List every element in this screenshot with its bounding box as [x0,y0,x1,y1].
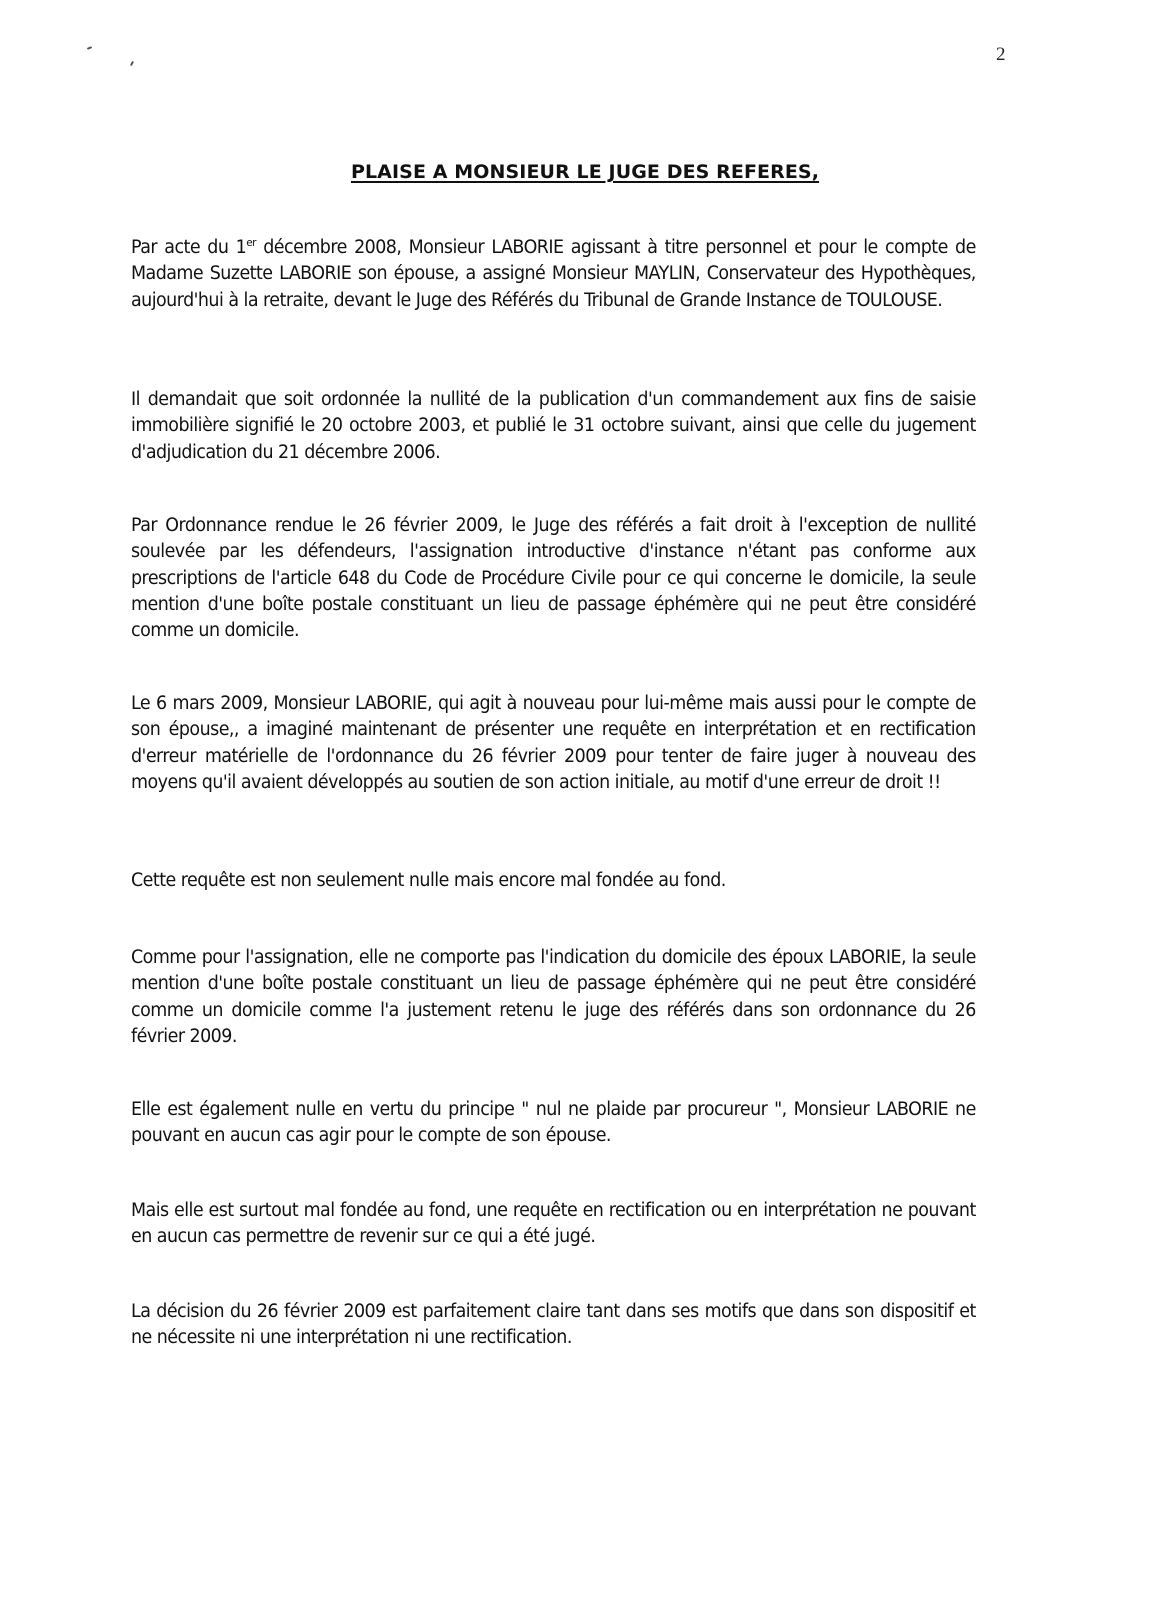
document-title-text: PLAISE A MONSIEUR LE JUGE DES REFERES, [350,161,820,183]
paragraph-4: Le 6 mars 2009, Monsieur LABORIE, qui agit à nouveau pour lui-même mais aussi pour le compte de son épouse,, a imaginé maintenant de présenter une requête en interprétation et en rectification d'erreur matérielle de l'ordonnance du 26 février 2009 pour tenter de faire juger à nouveau des moyens qu'il avaient développés au soutien de son action initiale, au motif d'une erreur de droit !! [131,693,976,793]
paragraph-1-prefix: Par acte du 1 [131,237,247,258]
paragraph-9: La décision du 26 février 2009 est parfaitement claire tant dans ses motifs que dans son dispositif et ne nécessite ni une interprétation ni une rectification. [131,1301,976,1349]
scan-speck [87,46,92,50]
page-number: 2 [996,44,1006,65]
paragraph-7: Elle est également nulle en vertu du principe " nul ne plaide par procureur ", Monsieur LABORIE ne pouvant en aucun cas agir pour le compte de son épouse. [131,1099,976,1147]
paragraph-2: Il demandait que soit ordonnée la nullité de la publication d'un commandement aux fins de saisie immobilière signifié le 20 octobre 2003, et publié le 31 octobre suivant, ainsi que celle du jugement d'adjudication du 21 décembre 2006. [131,389,976,463]
document-title [0,161,1154,183]
paragraph-8: Mais elle est surtout mal fondée au fond, une requête en rectification ou en interprétation ne pouvant en aucun cas permettre de revenir sur ce qui a été jugé. [131,1200,976,1248]
paragraph-6: Comme pour l'assignation, elle ne comporte pas l'indication du domicile des époux LABORIE, la seule mention d'une boîte postale constituant un lieu de passage éphémère qui ne peut être considéré comme un domicile comme l'a justement retenu le juge des référés dans son ordonnance du 26 février 2009. [131,947,976,1047]
paragraph-5: Cette requête est non seulement nulle mais encore mal fondée au fond. [131,870,726,891]
scan-speck [130,61,134,66]
paragraph-1-text: décembre 2008, Monsieur LABORIE agissant à titre personnel et pour le compte de Madame Suzette LABORIE son épouse, a assigné Monsieur MAYLIN, Conservateur des Hypothèques, aujourd'hui à la retraite, devant le Juge des Référés du Tribunal de Grande Instance de TOULOUSE. [131,237,976,311]
paragraph-1 [131,235,976,314]
paragraph-3: Par Ordonnance rendue le 26 février 2009, le Juge des référés a fait droit à l'exception de nullité soulevée par les défendeurs, l'assignation introductive d'instance n'étant pas conforme aux prescriptions de l'article 648 du Code de Procédure Civile pour ce qui concerne le domicile, la seule mention d'une boîte postale constituant un lieu de passage éphémère qui ne peut être considéré comme un domicile. [131,515,976,642]
paragraph-1-superscript: er [246,236,257,249]
